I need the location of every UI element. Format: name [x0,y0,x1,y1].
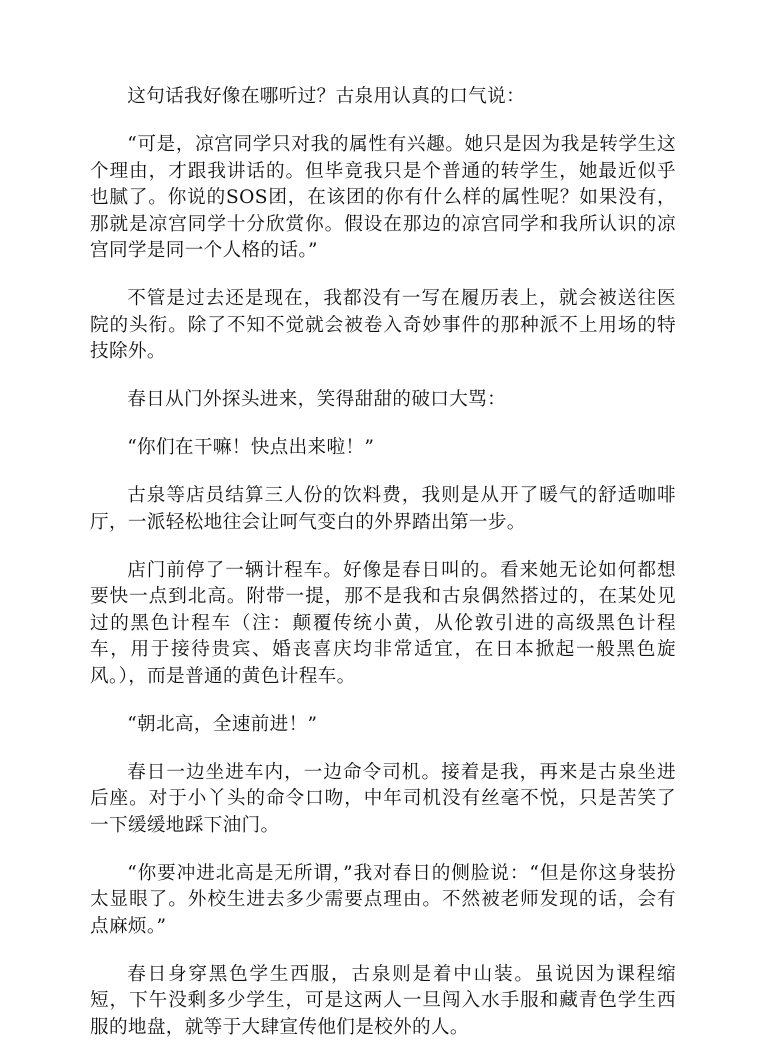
paragraph: 这句话我好像在哪听过？古泉用认真的口气说： [127,86,526,107]
paragraph: 不管是过去还是现在，我都没有一写在履历表上，就会被送往医院的头衔。除了不知不觉就会被卷入奇妙事件的那种派不上用场的特技除外。 [90,288,676,362]
paragraph: 春日从门外探头进来，笑得甜甜的破口大骂： [127,389,507,410]
document-body [90,84,676,1063]
paragraph: 春日一边坐进车内，一边命令司机。接着是我，再来是古泉坐进后座。对于小丫头的命令口吻，中年司机没有丝毫不悦，只是苦笑了一下缓缓地踩下油门。 [90,761,676,836]
paragraph: “朝北高，全速前进！” [127,713,318,735]
paragraph: 春日身穿黑色学生西服，古泉则是着中山装。虽说因为课程缩短，下午没剩多少学生，可是这两人一旦闯入水手服和藏青色学生西服的地盘，就等于大肆宣传他们是校外的人。 [90,963,676,1038]
paragraph: 店门前停了一辆计程车。好像是春日叫的。看来她无论如何都想要快一点到北高。附带一提，那不是我和古泉偶然搭过的，在某处见过的黑色计程车（注：颠覆传统小黄，从伦敦引进的高级黑色计程车，用于接待贵宾、婚丧喜庆均非常适宜，在日本掀起一般黑色旋风。），而是普通的黄色计程车。 [90,559,676,687]
paragraph: “你要冲进北高是无所谓，”我对春日的侧脸说：“但是你这身装扮太显眼了。外校生进去多少需要点理由。不然被老师发现的话，会有点麻烦。” [90,862,676,937]
paragraph: “你们在干嘛！快点出来啦！” [127,437,375,458]
paragraph: “可是，凉宫同学只对我的属性有兴趣。她只是因为我是转学生这个理由，才跟我讲话的。但毕竟我只是个普通的转学生，她最近似乎也腻了。你说的SOS团，在该团的你有什么样的属性呢？如果没有，那就是凉宫同学十分欣赏你。假设在那边的凉宫同学和我所认识的凉宫同学是同一个人格的话。” [90,134,676,261]
paragraph: 古泉等店员结算三人份的饮料费，我则是从开了暖气的舒适咖啡厅，一派轻松地往会让呵气变白的外界踏出第一步。 [90,485,676,533]
